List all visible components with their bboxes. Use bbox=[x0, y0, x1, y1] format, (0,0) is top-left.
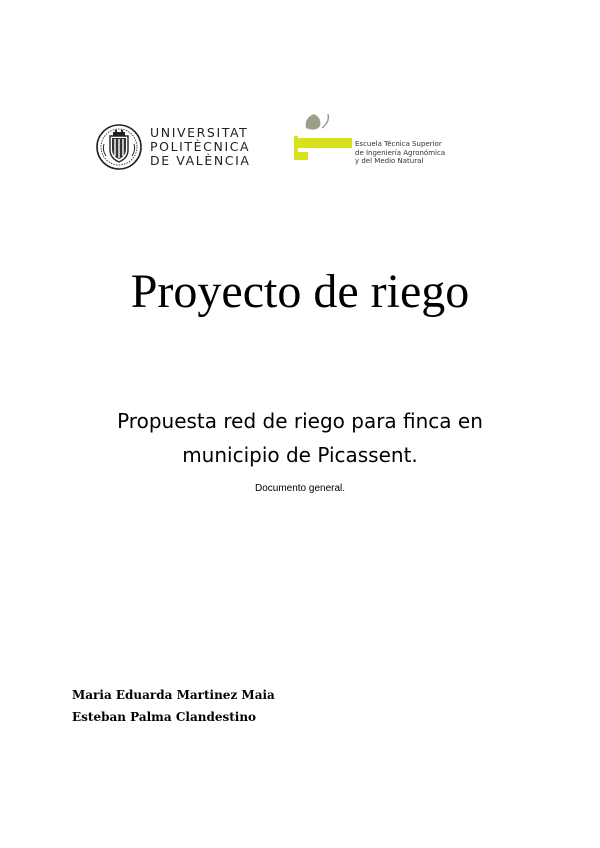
document-title: Proyecto de riego bbox=[130, 265, 470, 318]
etsi-logo-line: y del Medio Natural bbox=[355, 157, 424, 165]
subtitle-line: Propuesta red de riego para finca en bbox=[117, 409, 483, 433]
document-subtitle bbox=[60, 404, 540, 472]
document-type-label: Documento general. bbox=[254, 483, 346, 494]
etsi-logo bbox=[292, 112, 472, 172]
upv-seal-icon bbox=[96, 124, 142, 170]
author-name: Maria Eduarda Martinez Maia bbox=[72, 688, 275, 702]
upv-logo-line: DE VALÈNCIA bbox=[150, 153, 251, 168]
etsi-logo-text bbox=[355, 140, 445, 166]
etsi-logo-line: Escuela Técnica Superior bbox=[355, 140, 442, 148]
leaf-bar-icon bbox=[292, 112, 352, 164]
upv-logo-line: UNIVERSITAT bbox=[150, 125, 249, 140]
subtitle-line: municipio de Picassent. bbox=[182, 443, 418, 467]
upv-logo bbox=[96, 124, 256, 172]
upv-logo-text bbox=[150, 126, 251, 168]
upv-logo-line: POLITÈCNICA bbox=[150, 139, 251, 154]
author-name: Esteban Palma Clandestino bbox=[72, 710, 257, 724]
authors-list bbox=[72, 684, 275, 728]
etsi-logo-line: de Ingeniería Agronómica bbox=[355, 148, 446, 157]
